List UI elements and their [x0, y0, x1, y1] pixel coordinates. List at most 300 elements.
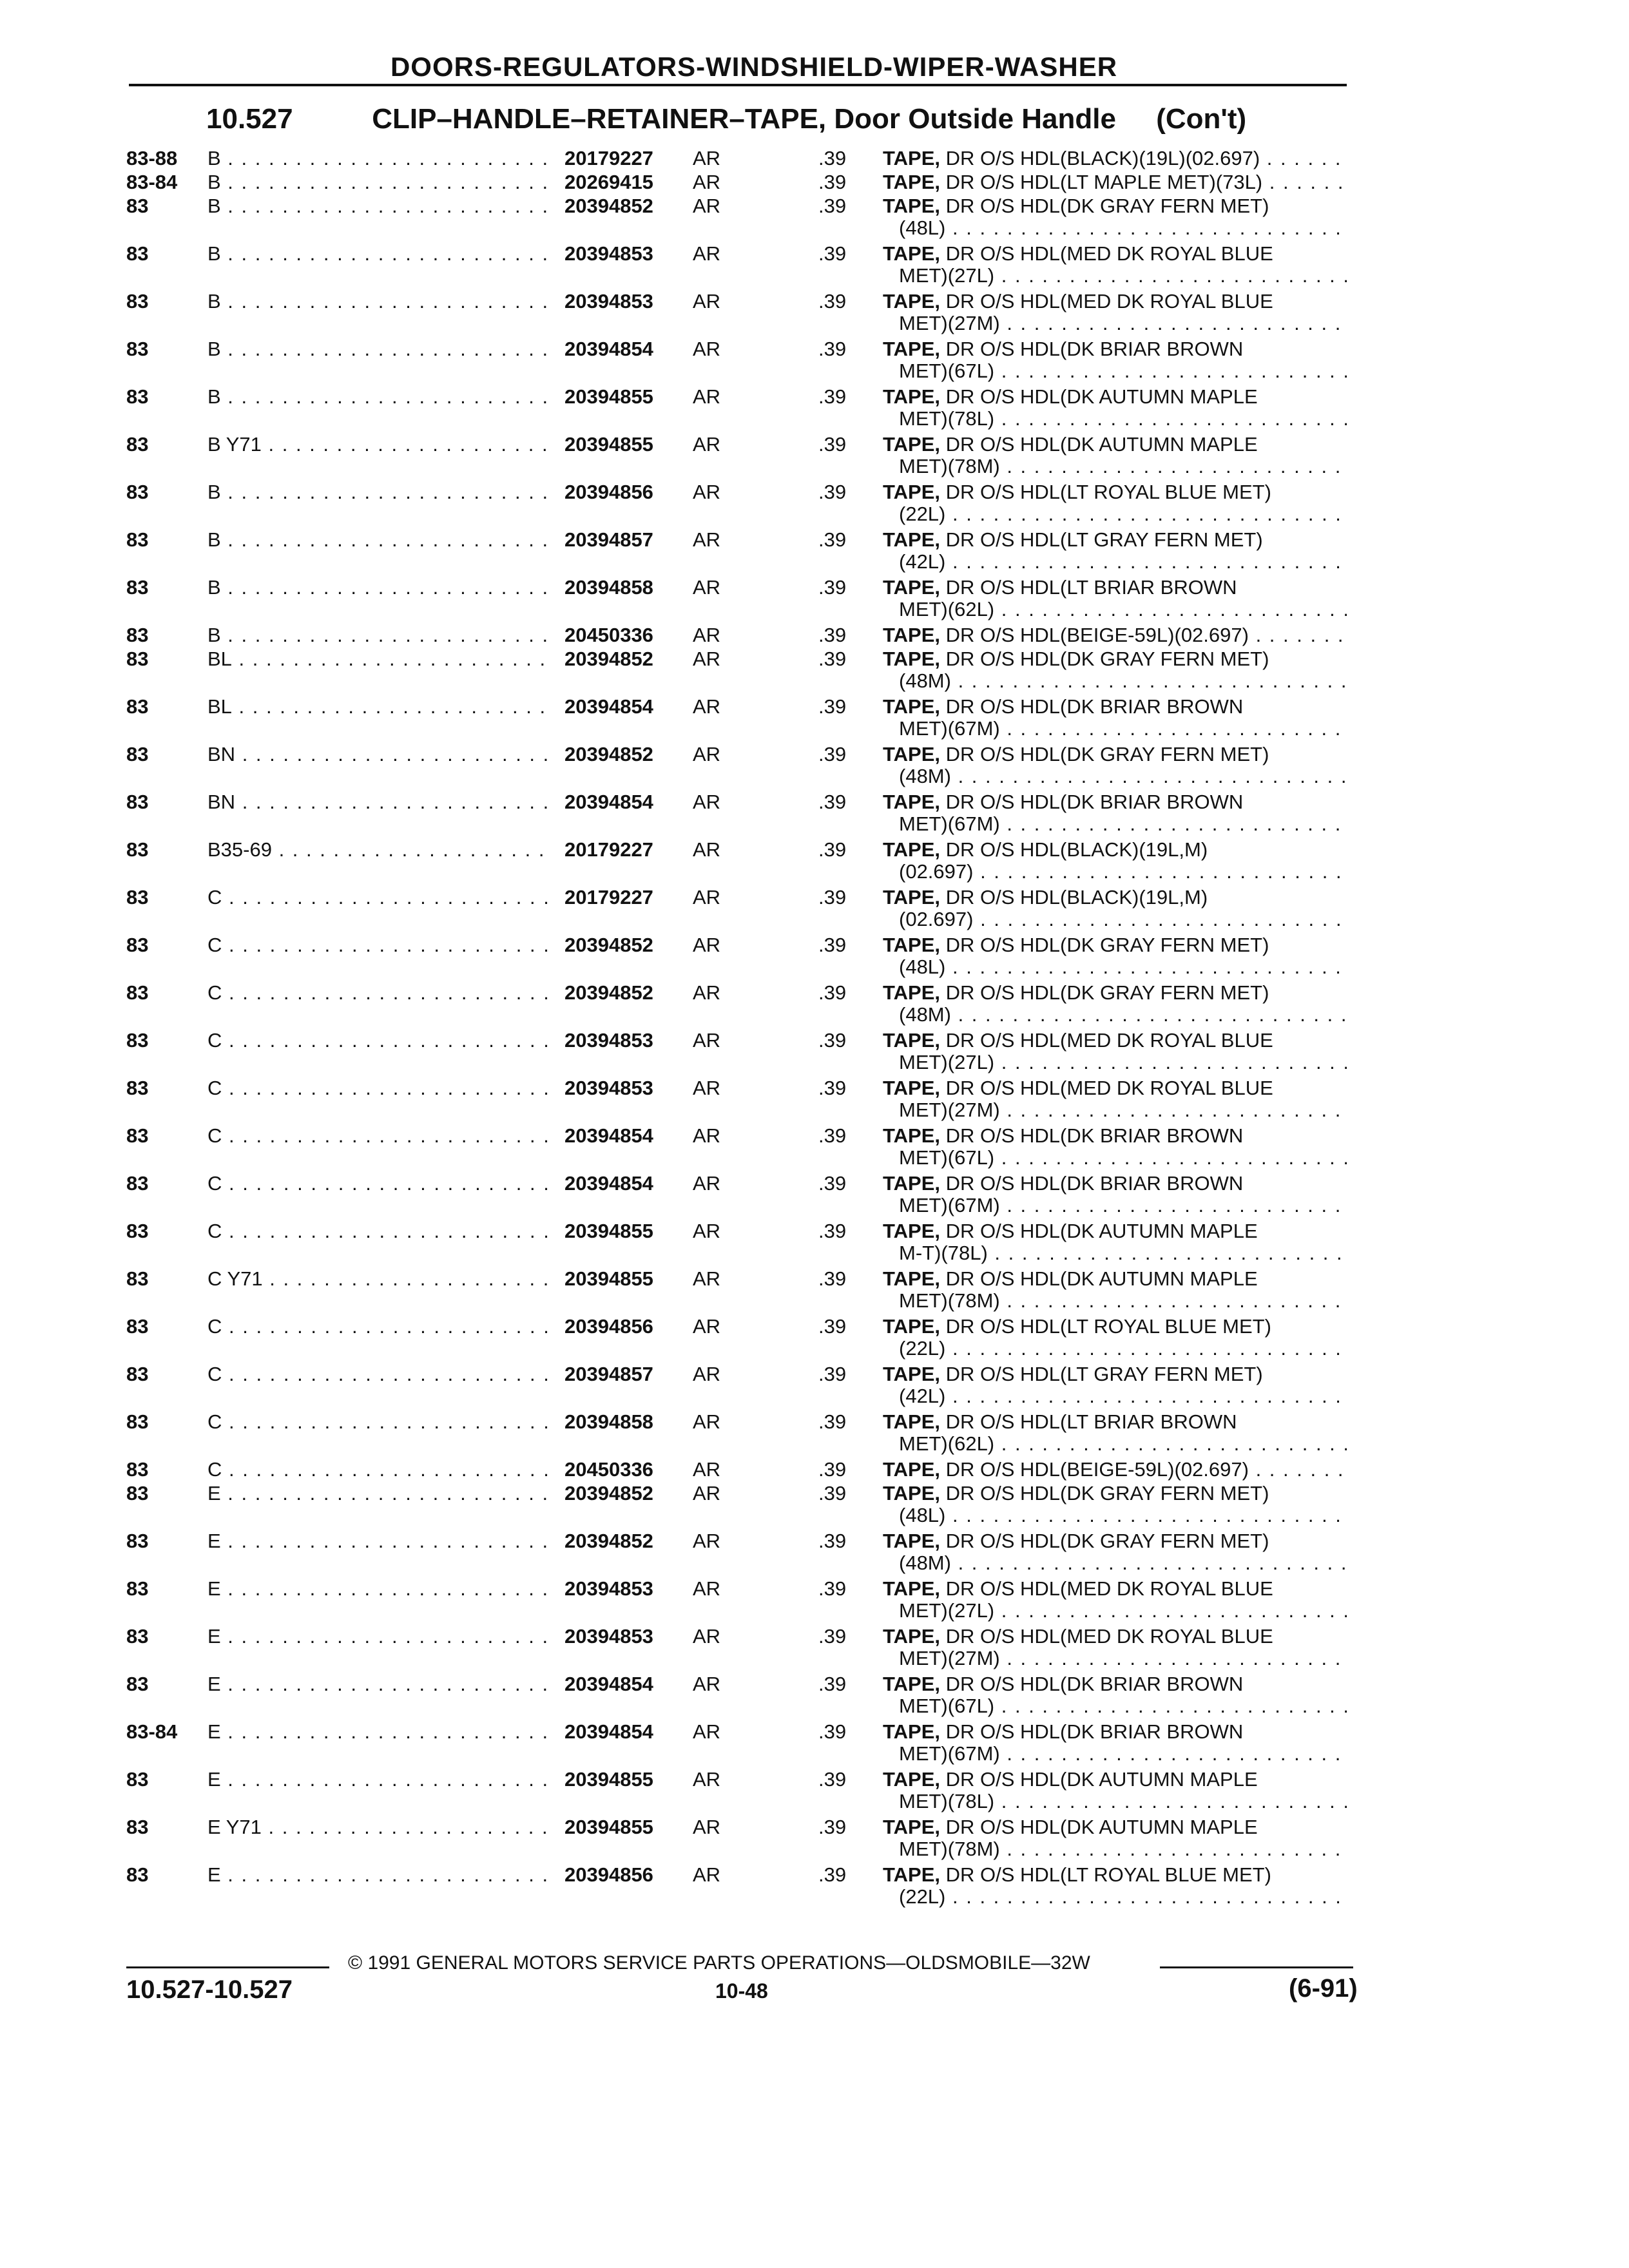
quantity: AR [693, 433, 721, 456]
description-text: DR O/S HDL(MED DK ROYAL BLUE [945, 1077, 1273, 1099]
footer-copyright: © 1991 GENERAL MOTORS SERVICE PARTS OPERATIONS—OLDSMOBILE—32W [348, 1952, 1090, 1974]
table-row [0, 1720, 1629, 1768]
price: .39 [818, 1410, 847, 1433]
price: .39 [818, 624, 847, 646]
body-code: BL . . . [207, 695, 549, 718]
description-line-2: (48L) . . . [899, 216, 1347, 240]
quantity: AR [693, 1410, 721, 1433]
model-year: 83 [126, 1410, 149, 1433]
part-number: 20394856 [564, 1863, 653, 1886]
description-line-2: MET)(67M) . . . [899, 717, 1347, 740]
description-keyword: TAPE, [883, 338, 940, 360]
price: .39 [818, 1673, 847, 1695]
model-year: 83 [126, 934, 149, 956]
quantity: AR [693, 648, 721, 670]
body-code: C . . . [207, 1458, 549, 1481]
quantity: AR [693, 1077, 721, 1099]
table-row [0, 934, 1629, 981]
part-number: 20394853 [564, 1625, 653, 1648]
price: .39 [818, 433, 847, 456]
description-line-1 [883, 481, 1347, 504]
description-line-2: MET)(27M) . . . [899, 312, 1347, 335]
description-line-1 [883, 934, 1347, 957]
description-line-2: MET)(27M) . . . [899, 1099, 1347, 1122]
part-number: 20394856 [564, 1315, 653, 1338]
description-line-2: (22L) . . . [899, 1885, 1347, 1908]
part-number: 20394853 [564, 242, 653, 265]
model-year: 83 [126, 1768, 149, 1791]
table-row [0, 1077, 1629, 1124]
table-row [0, 695, 1629, 743]
model-year: 83 [126, 242, 149, 265]
model-year: 83 [126, 290, 149, 312]
table-row [0, 1267, 1629, 1315]
part-number: 20394856 [564, 481, 653, 503]
description-text: DR O/S HDL(DK BRIAR BROWN [945, 338, 1244, 360]
model-year: 83 [126, 1315, 149, 1338]
table-row [0, 1482, 1629, 1530]
description-keyword: TAPE, [883, 886, 940, 908]
section-number: 10.527 [206, 103, 293, 135]
quantity: AR [693, 1458, 721, 1481]
description-keyword: TAPE, [883, 838, 940, 861]
description-line-2: MET)(67L) . . . [899, 1695, 1347, 1718]
description-line-1 [883, 791, 1347, 814]
part-number: 20394853 [564, 1029, 653, 1052]
part-number: 20394854 [564, 1172, 653, 1195]
description-text: DR O/S HDL(DK AUTUMN MAPLE [945, 1267, 1258, 1290]
description-keyword: TAPE, [883, 171, 940, 193]
table-row [0, 1530, 1629, 1577]
description-line-2: (48M) . . . [899, 1552, 1347, 1575]
part-number: 20269415 [564, 171, 653, 193]
description-line-2: (48L) . . . [899, 956, 1347, 979]
description-line-2: MET)(27L) . . . [899, 264, 1347, 287]
part-number: 20394855 [564, 1267, 653, 1290]
description-line-1 [883, 1029, 1347, 1052]
body-code: B . . . [207, 576, 549, 599]
description-line-1 [883, 1410, 1347, 1434]
description-line-2: MET)(27L) . . . [899, 1599, 1347, 1622]
description-line-1 [883, 1863, 1347, 1887]
price: .39 [818, 1267, 847, 1290]
description-line-1 [883, 1124, 1347, 1148]
body-code: B . . . [207, 385, 549, 408]
body-code: C . . . [207, 1172, 549, 1195]
quantity: AR [693, 1363, 721, 1385]
description-line-1 [883, 1315, 1347, 1338]
price: .39 [818, 1863, 847, 1886]
description-line-2: MET)(78M) . . . [899, 1838, 1347, 1861]
price: .39 [818, 1816, 847, 1838]
description-text: DR O/S HDL(DK GRAY FERN MET) [945, 195, 1269, 217]
part-number: 20394852 [564, 648, 653, 670]
description-text: DR O/S HDL(MED DK ROYAL BLUE [945, 1577, 1273, 1600]
description-line-2: MET)(78M) . . . [899, 1289, 1347, 1312]
description-keyword: TAPE, [883, 743, 940, 765]
quantity: AR [693, 1220, 721, 1242]
model-year: 83-84 [126, 1720, 178, 1743]
part-number: 20394855 [564, 1220, 653, 1242]
price: .39 [818, 1530, 847, 1552]
body-code: C . . . [207, 981, 549, 1004]
description-text: DR O/S HDL(LT GRAY FERN MET) [945, 1363, 1263, 1385]
price: .39 [818, 1124, 847, 1147]
description-keyword: TAPE, [883, 290, 940, 312]
model-year: 83 [126, 195, 149, 217]
part-number: 20394852 [564, 1482, 653, 1504]
model-year: 83 [126, 648, 149, 670]
description-line-1 [883, 433, 1347, 456]
description-keyword: TAPE, [883, 1673, 940, 1695]
price: .39 [818, 481, 847, 503]
model-year: 83-84 [126, 171, 178, 193]
quantity: AR [693, 1863, 721, 1886]
description-keyword: TAPE, [883, 1172, 940, 1195]
part-number: 20394854 [564, 338, 653, 360]
table-row [0, 338, 1629, 385]
price: .39 [818, 648, 847, 670]
table-row [0, 1673, 1629, 1720]
description-keyword: TAPE, [883, 1458, 940, 1481]
body-code: E . . . [207, 1530, 549, 1553]
description-line-1 [883, 290, 1347, 313]
price: .39 [818, 886, 847, 908]
description-line-1 [883, 171, 1347, 194]
quantity: AR [693, 1673, 721, 1695]
part-number: 20394854 [564, 1720, 653, 1743]
model-year: 83 [126, 1816, 149, 1838]
description-line-2: MET)(62L) . . . [899, 598, 1347, 621]
part-number: 20394854 [564, 1124, 653, 1147]
body-code: C . . . [207, 1077, 549, 1100]
body-code: B Y71 . . . [207, 433, 549, 456]
description-line-1 [883, 1720, 1347, 1744]
part-number: 20394853 [564, 1077, 653, 1099]
table-row [0, 528, 1629, 576]
description-line-1 [883, 1220, 1347, 1243]
footer-rule-left [126, 1966, 329, 1968]
body-code: BL . . . [207, 648, 549, 671]
part-number: 20394852 [564, 195, 653, 217]
quantity: AR [693, 1172, 721, 1195]
description-line-2: MET)(27L) . . . [899, 1051, 1347, 1074]
description-line-1 [883, 528, 1347, 552]
description-text: DR O/S HDL(BEIGE-59L)(02.697) [945, 1458, 1249, 1481]
description-text: DR O/S HDL(LT ROYAL BLUE MET) [945, 1315, 1271, 1338]
quantity: AR [693, 1577, 721, 1600]
description-text: DR O/S HDL(LT MAPLE MET)(73L) [945, 171, 1263, 193]
model-year: 83-88 [126, 147, 178, 169]
model-year: 83 [126, 338, 149, 360]
description-keyword: TAPE, [883, 1220, 940, 1242]
table-row [0, 1315, 1629, 1363]
quantity: AR [693, 981, 721, 1004]
body-code: B35-69 . . . [207, 838, 549, 861]
price: .39 [818, 743, 847, 765]
footer-rule-right [1160, 1966, 1353, 1968]
price: .39 [818, 934, 847, 956]
description-line-2: (02.697) . . . [899, 860, 1347, 883]
quantity: AR [693, 1029, 721, 1052]
part-number: 20394854 [564, 1673, 653, 1695]
table-row [0, 433, 1629, 481]
model-year: 83 [126, 1530, 149, 1552]
body-code: C . . . [207, 1124, 549, 1148]
body-code: E . . . [207, 1863, 549, 1887]
price: .39 [818, 1172, 847, 1195]
part-number: 20394855 [564, 1816, 653, 1838]
part-number: 20394855 [564, 385, 653, 408]
model-year: 83 [126, 791, 149, 813]
model-year: 83 [126, 1482, 149, 1504]
table-row [0, 1577, 1629, 1625]
part-number: 20394858 [564, 1410, 653, 1433]
description-line-2: MET)(67L) . . . [899, 1146, 1347, 1169]
quantity: AR [693, 791, 721, 813]
price: .39 [818, 338, 847, 360]
description-line-2: (48M) . . . [899, 1003, 1347, 1026]
description-keyword: TAPE, [883, 934, 940, 956]
table-row [0, 290, 1629, 338]
part-number: 20394854 [564, 695, 653, 718]
model-year: 83 [126, 1220, 149, 1242]
price: .39 [818, 1315, 847, 1338]
section-heading [206, 103, 1246, 135]
description-line-1 [883, 1816, 1347, 1839]
body-code: B . . . [207, 481, 549, 504]
description-text: DR O/S HDL(DK AUTUMN MAPLE [945, 1768, 1258, 1791]
description-line-2: MET)(78L) . . . [899, 1790, 1347, 1813]
quantity: AR [693, 1768, 721, 1791]
part-number: 20394857 [564, 1363, 653, 1385]
description-line-1 [883, 1363, 1347, 1386]
description-line-2: M-T)(78L) . . . [899, 1242, 1347, 1265]
description-keyword: TAPE, [883, 1410, 940, 1433]
description-line-2: (42L) . . . [899, 1385, 1347, 1408]
table-row [0, 385, 1629, 433]
description-keyword: TAPE, [883, 981, 940, 1004]
quantity: AR [693, 242, 721, 265]
description-text: DR O/S HDL(MED DK ROYAL BLUE [945, 1029, 1273, 1052]
price: .39 [818, 1720, 847, 1743]
description-text: DR O/S HDL(BLACK)(19L,M) [945, 838, 1208, 861]
description-line-1 [883, 648, 1347, 671]
price: .39 [818, 576, 847, 599]
body-code: C . . . [207, 1315, 549, 1338]
part-number: 20394854 [564, 791, 653, 813]
description-line-2: MET)(62L) . . . [899, 1432, 1347, 1456]
table-row [0, 1172, 1629, 1220]
price: .39 [818, 1577, 847, 1600]
description-line-2: (22L) . . . [899, 1337, 1347, 1360]
price: .39 [818, 838, 847, 861]
part-number: 20394852 [564, 981, 653, 1004]
description-keyword: TAPE, [883, 1530, 940, 1552]
quantity: AR [693, 1267, 721, 1290]
table-row [0, 648, 1629, 695]
table-row [0, 195, 1629, 242]
quantity: AR [693, 290, 721, 312]
part-number: 20394857 [564, 528, 653, 551]
body-code: E . . . [207, 1482, 549, 1505]
description-keyword: TAPE, [883, 1816, 940, 1838]
description-line-1 [883, 1482, 1347, 1505]
table-row [0, 1029, 1629, 1077]
quantity: AR [693, 1720, 721, 1743]
model-year: 83 [126, 1077, 149, 1099]
description-text: DR O/S HDL(MED DK ROYAL BLUE [945, 242, 1273, 265]
description-keyword: TAPE, [883, 385, 940, 408]
body-code: E . . . [207, 1625, 549, 1648]
price: .39 [818, 1363, 847, 1385]
table-row [0, 791, 1629, 838]
description-keyword: TAPE, [883, 1768, 940, 1791]
description-line-2: MET)(67L) . . . [899, 360, 1347, 383]
footer-page-number: 10-48 [715, 1979, 768, 2003]
description-line-2: MET)(78L) . . . [899, 407, 1347, 430]
price: .39 [818, 981, 847, 1004]
page-title: DOORS-REGULATORS-WINDSHIELD-WIPER-WASHER [390, 52, 1118, 82]
quantity: AR [693, 1315, 721, 1338]
body-code: C . . . [207, 934, 549, 957]
description-line-1 [883, 1077, 1347, 1100]
description-text: DR O/S HDL(BLACK)(19L)(02.697) [945, 147, 1260, 169]
quantity: AR [693, 934, 721, 956]
description-text: DR O/S HDL(DK AUTUMN MAPLE [945, 385, 1258, 408]
description-line-1 [883, 1172, 1347, 1195]
description-line-1 [883, 981, 1347, 1004]
price: .39 [818, 1220, 847, 1242]
quantity: AR [693, 338, 721, 360]
model-year: 83 [126, 481, 149, 503]
description-line-1 [883, 576, 1347, 599]
description-line-2: MET)(78M) . . . [899, 455, 1347, 478]
table-row [0, 743, 1629, 791]
part-number: 20394858 [564, 576, 653, 599]
price: .39 [818, 242, 847, 265]
table-row [0, 242, 1629, 290]
description-line-1 [883, 1458, 1347, 1481]
price: .39 [818, 1077, 847, 1099]
quantity: AR [693, 838, 721, 861]
description-line-2: MET)(67M) . . . [899, 1194, 1347, 1217]
quantity: AR [693, 695, 721, 718]
model-year: 83 [126, 576, 149, 599]
quantity: AR [693, 624, 721, 646]
description-line-1 [883, 743, 1347, 766]
body-code: B . . . [207, 195, 549, 218]
table-row [0, 981, 1629, 1029]
model-year: 83 [126, 743, 149, 765]
footer-range: 10.527-10.527 [126, 1975, 293, 2004]
model-year: 83 [126, 886, 149, 908]
description-keyword: TAPE, [883, 1625, 940, 1648]
model-year: 83 [126, 1863, 149, 1886]
description-text: DR O/S HDL(DK BRIAR BROWN [945, 1720, 1244, 1743]
table-row [0, 576, 1629, 624]
quantity: AR [693, 385, 721, 408]
description-text: DR O/S HDL(DK BRIAR BROWN [945, 1124, 1244, 1147]
description-text: DR O/S HDL(LT ROYAL BLUE MET) [945, 481, 1271, 503]
description-line-1 [883, 1577, 1347, 1600]
description-keyword: TAPE, [883, 1124, 940, 1147]
table-row [0, 1768, 1629, 1816]
description-line-1 [883, 1768, 1347, 1791]
description-text: DR O/S HDL(LT ROYAL BLUE MET) [945, 1863, 1271, 1886]
part-number: 20394853 [564, 290, 653, 312]
description-keyword: TAPE, [883, 1577, 940, 1600]
body-code: B . . . [207, 242, 549, 265]
body-code: E . . . [207, 1768, 549, 1791]
description-keyword: TAPE, [883, 695, 940, 718]
part-number: 20394855 [564, 1768, 653, 1791]
part-number: 20394855 [564, 433, 653, 456]
description-text: DR O/S HDL(LT BRIAR BROWN [945, 1410, 1237, 1433]
description-text: DR O/S HDL(MED DK ROYAL BLUE [945, 290, 1273, 312]
description-text: DR O/S HDL(DK AUTUMN MAPLE [945, 1816, 1258, 1838]
description-keyword: TAPE, [883, 1077, 940, 1099]
table-row [0, 1816, 1629, 1863]
part-number: 20394852 [564, 1530, 653, 1552]
quantity: AR [693, 743, 721, 765]
description-text: DR O/S HDL(DK GRAY FERN MET) [945, 934, 1269, 956]
description-keyword: TAPE, [883, 791, 940, 813]
price: .39 [818, 1029, 847, 1052]
model-year: 83 [126, 1577, 149, 1600]
price: .39 [818, 195, 847, 217]
body-code: C . . . [207, 1220, 549, 1243]
body-code: B . . . [207, 147, 549, 170]
body-code: BN . . . [207, 791, 549, 814]
body-code: C . . . [207, 886, 549, 909]
part-number: 20394852 [564, 934, 653, 956]
model-year: 83 [126, 1267, 149, 1290]
table-row [0, 1220, 1629, 1267]
description-line-1 [883, 338, 1347, 361]
table-row [0, 1124, 1629, 1172]
table-row [0, 1410, 1629, 1458]
price: .39 [818, 1482, 847, 1504]
price: .39 [818, 791, 847, 813]
description-keyword: TAPE, [883, 576, 940, 599]
body-code: E . . . [207, 1673, 549, 1696]
table-row [0, 481, 1629, 528]
price: .39 [818, 1625, 847, 1648]
description-line-1 [883, 1625, 1347, 1648]
description-line-2: (22L) . . . [899, 503, 1347, 526]
description-line-1 [883, 1267, 1347, 1291]
model-year: 83 [126, 1673, 149, 1695]
description-line-1 [883, 195, 1347, 218]
footer-date: (6-91) [1289, 1974, 1358, 2003]
description-line-1 [883, 886, 1347, 909]
part-number: 20450336 [564, 1458, 653, 1481]
description-line-1 [883, 385, 1347, 408]
description-keyword: TAPE, [883, 1363, 940, 1385]
description-text: DR O/S HDL(DK AUTUMN MAPLE [945, 433, 1258, 456]
description-keyword: TAPE, [883, 433, 940, 456]
price: .39 [818, 1768, 847, 1791]
description-keyword: TAPE, [883, 481, 940, 503]
model-year: 83 [126, 695, 149, 718]
model-year: 83 [126, 981, 149, 1004]
description-text: DR O/S HDL(DK GRAY FERN MET) [945, 1530, 1269, 1552]
description-keyword: TAPE, [883, 624, 940, 646]
part-number: 20179227 [564, 838, 653, 861]
description-line-1 [883, 1530, 1347, 1553]
description-text: DR O/S HDL(LT BRIAR BROWN [945, 576, 1237, 599]
